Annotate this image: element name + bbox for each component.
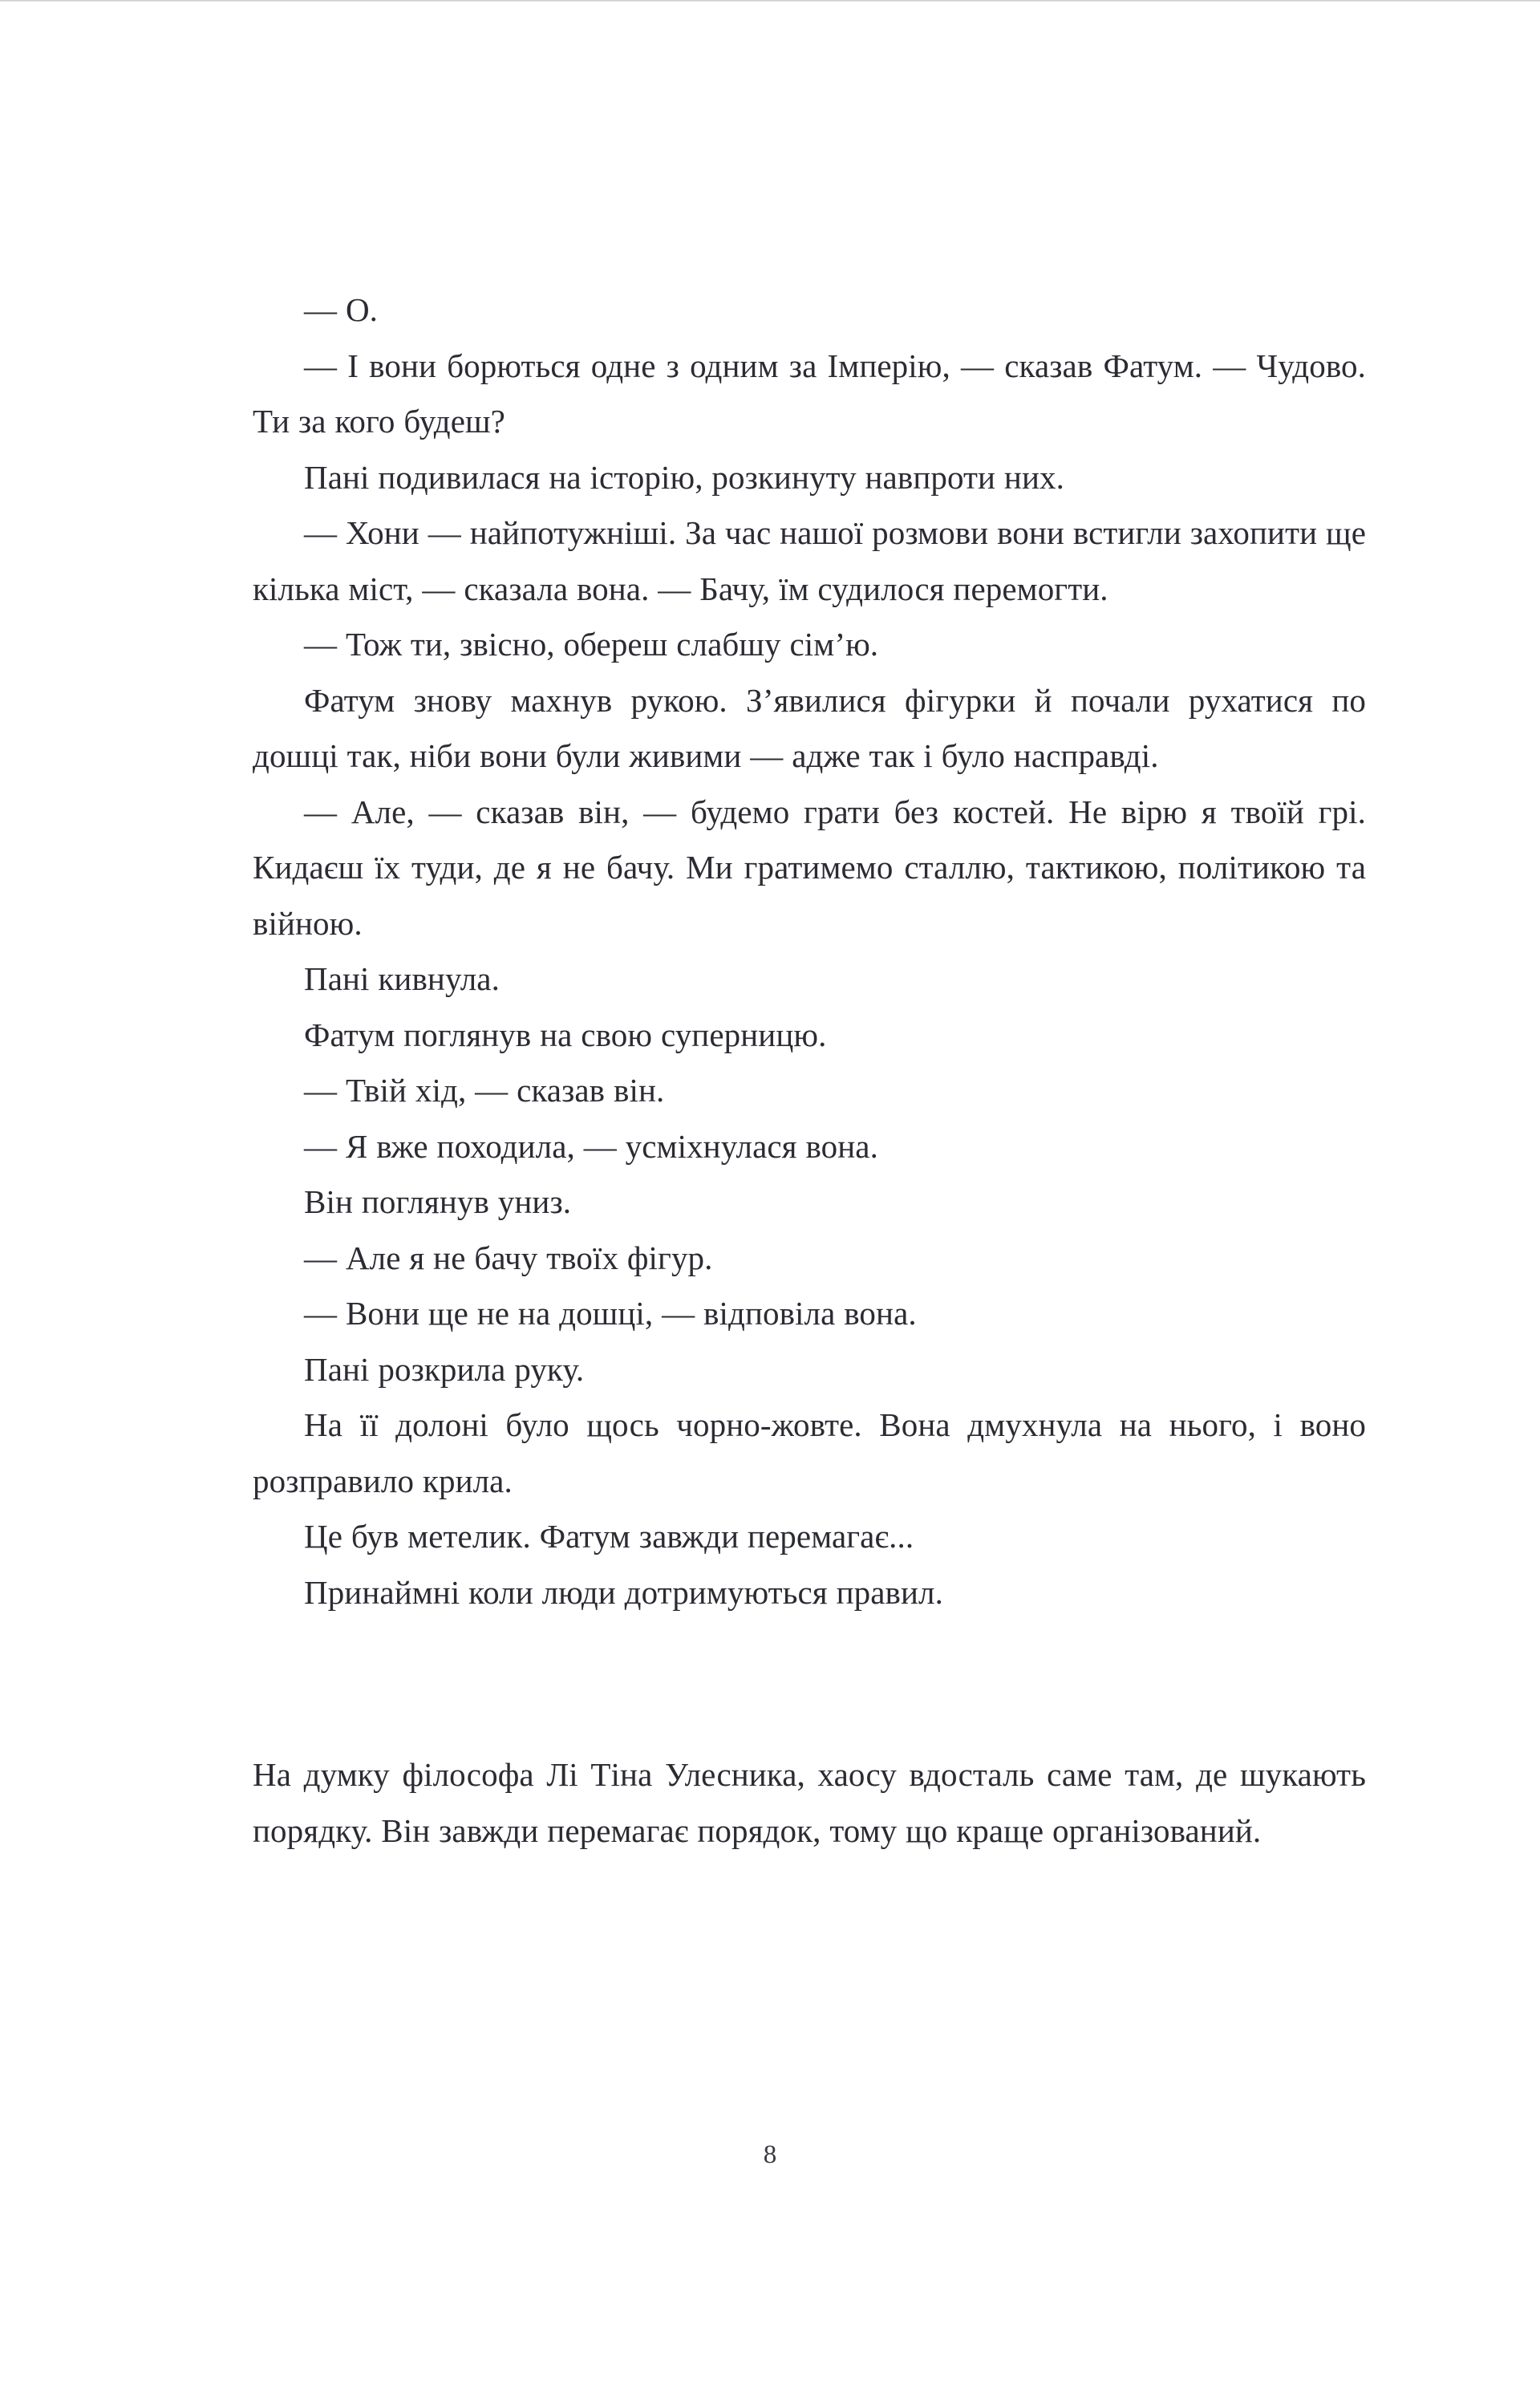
paragraph: — Твій хід, — сказав він. — [304, 1072, 665, 1109]
paragraph: — Хони — найпотужніші. За час нашої розмови вони встигли захопити ще кілька міст, — сказала вона. — Бачу, їм судилося перемогти. — [253, 514, 1366, 607]
body-text-column — [253, 282, 1366, 1859]
paragraph: Пані розкрила руку. — [304, 1350, 585, 1388]
paragraph: — Але я не бачу твоїх фігур. — [304, 1239, 713, 1276]
paragraph: — О. — [304, 291, 379, 328]
paragraph: На думку філософа Лі Тіна Улесника, хаосу вдосталь саме там, де шукають порядку. Він завжди перемагає порядок, тому що краще організований. — [253, 1756, 1366, 1849]
section-break — [253, 1620, 1366, 1747]
paragraph: — Я вже походила, — усміхнулася вона. — [304, 1127, 878, 1165]
paragraph: Фатум поглянув на свою суперницю. — [304, 1016, 827, 1053]
closing-note — [253, 1747, 1366, 1859]
page-number: 8 — [763, 2140, 777, 2169]
paragraph: Пані кивнула. — [304, 960, 500, 997]
paragraph: На її долоні було щось чорно-жовте. Вона дмухнула на нього, і воно розправило крила. — [253, 1406, 1366, 1499]
paragraph: Він поглянув униз. — [304, 1183, 572, 1220]
paragraph: Пані подивилася на історію, розкинуту навпроти них. — [304, 458, 1064, 496]
paragraph: — Але, — сказав він, — будемо грати без костей. Не вірю я твоїй грі. Кидаєш їх туди, де я не бачу. Ми гратимемо сталлю, тактикою, політикою та війною. — [253, 793, 1366, 942]
paragraph: — Тож ти, звісно, обереш слабшу сім’ю. — [304, 626, 879, 663]
paragraph: Фатум знову махнув рукою. З’явилися фігурки й почали рухатися по дошці так, ніби вони були живими — адже так і було насправді. — [253, 681, 1366, 774]
paragraph: — І вони борються одне з одним за Імперію, — сказав Фатум. — Чудово. Ти за кого будеш? — [253, 347, 1366, 440]
paragraph: Це був метелик. Фатум завжди перемагає... — [304, 1518, 914, 1555]
paragraph: Принаймні коли люди дотримуються правил. — [304, 1573, 943, 1611]
page-top-rule — [0, 0, 1540, 2]
paragraph: — Вони ще не на дошці, — відповіла вона. — [304, 1295, 917, 1332]
